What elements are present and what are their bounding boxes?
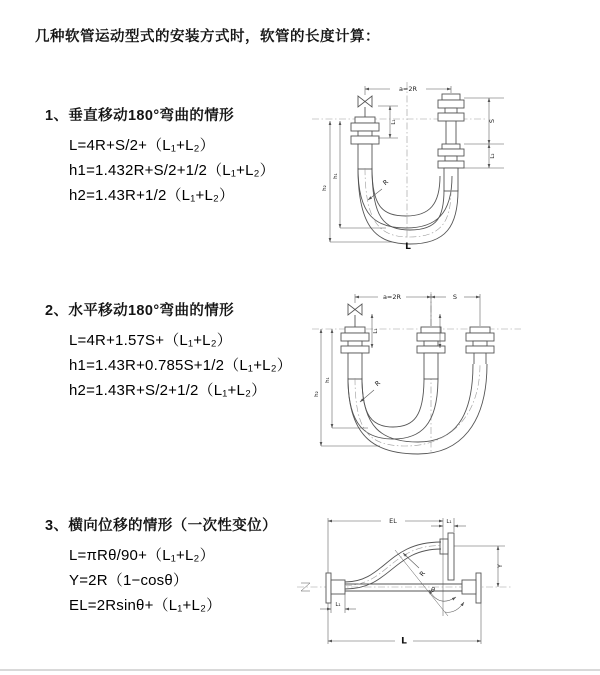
- dimension-el: [328, 517, 443, 573]
- radius-callout: [368, 178, 390, 200]
- u-shaped-hose-positions: [348, 364, 487, 454]
- formula-l: L=4R+1.57S+（L₁+L₂）: [69, 332, 232, 349]
- lateral-displacement-diagram: [293, 496, 563, 661]
- dimension-s: [464, 98, 504, 168]
- page-title: 几种软管运动型式的安装方式时，软管的长度计算：: [35, 29, 380, 45]
- dim-label-l: L: [401, 636, 407, 647]
- dim-label-s: S: [452, 293, 458, 301]
- dim-label-y: Y: [496, 564, 504, 568]
- dim-label-a2r: a=2R: [398, 85, 418, 93]
- formula-l: L=πRθ/90+（L₁+L₂）: [69, 547, 215, 564]
- dim-label-h1: h₁: [325, 377, 331, 383]
- left-flange-connector: [341, 327, 369, 379]
- radius-callout: [403, 553, 427, 578]
- left-flange: [326, 573, 345, 603]
- dimension-l: [328, 603, 481, 647]
- braided-hose-end: [358, 144, 372, 169]
- section-1: [45, 104, 320, 208]
- formula-h2: h2=1.43R+1/2（L₁+L₂）: [69, 187, 235, 204]
- hose-straight-position: [345, 584, 462, 591]
- section-3: [45, 514, 320, 618]
- section-1-heading: 1、垂直移动180°弯曲的情形: [45, 108, 235, 124]
- section-2-heading: 2、水平移动180°弯曲的情形: [45, 303, 235, 319]
- middle-flange-connector: [417, 327, 445, 379]
- vertical-move-180-bend-diagram: [306, 76, 541, 256]
- braided-hose-end: [348, 353, 362, 379]
- left-flange-connector: [351, 117, 379, 169]
- formula-h1: h1=1.43R+0.785S+1/2（L₁+L₂）: [69, 357, 292, 374]
- dimension-l1-top: [431, 518, 466, 532]
- dim-label-s: S: [488, 118, 496, 124]
- section-3-heading: 3、横向位移的情形（一次性变位）: [45, 518, 277, 534]
- formula-h2: h2=1.43R+S/2+1/2（L₁+L₂）: [69, 382, 267, 399]
- dim-label-h2: h₂: [322, 185, 328, 191]
- right-flange-connector-upper: [438, 94, 464, 144]
- dim-label-l2: L₂: [490, 153, 496, 159]
- dimension-l1-bottom: [320, 594, 356, 613]
- hose-displaced-position: [345, 542, 441, 589]
- dim-label-h1: h₁: [333, 173, 339, 179]
- dimension-a-2r: [355, 293, 480, 326]
- dimension-a-2r: [365, 85, 451, 95]
- dim-label-l1-bottom: L₁: [335, 602, 341, 608]
- braided-hose-end: [424, 353, 438, 379]
- dim-label-a2r: a=2R: [382, 293, 402, 301]
- right-flange-connector-lower: [438, 144, 464, 191]
- formula-el: EL=2Rsinθ+（L₁+L₂）: [69, 597, 222, 614]
- dim-label-l1: L₁: [391, 119, 397, 125]
- right-flange-lower: [462, 573, 481, 603]
- dimension-l1: [378, 106, 398, 138]
- formula-l: L=4R+S/2+（L₁+L₂）: [69, 137, 215, 154]
- radius-label: R: [417, 569, 427, 579]
- horizontal-move-180-bend-diagram: [306, 284, 541, 469]
- u-shaped-hose: [358, 168, 458, 244]
- valve-icon: [348, 304, 362, 327]
- radius-label: R: [381, 177, 391, 187]
- page-bottom-edge: [0, 669, 600, 671]
- length-label: L: [405, 242, 411, 252]
- radius-label: R: [373, 378, 383, 388]
- dim-label-h2: h₂: [314, 391, 320, 397]
- formula-h1: h1=1.432R+S/2+1/2（L₁+L₂）: [69, 162, 275, 179]
- dim-label-l1-top: L₁: [446, 519, 452, 525]
- dimension-s: [431, 293, 480, 301]
- right-flange-connector: [466, 327, 494, 364]
- valve-icon: [358, 96, 372, 117]
- section-2: [45, 299, 320, 403]
- dim-label-l1: L₁: [373, 328, 379, 334]
- right-flange-upper: [440, 533, 454, 580]
- dim-label-el: EL: [389, 517, 397, 525]
- theta-label: θ: [431, 586, 435, 594]
- formula-y: Y=2R（1−cosθ）: [69, 572, 189, 589]
